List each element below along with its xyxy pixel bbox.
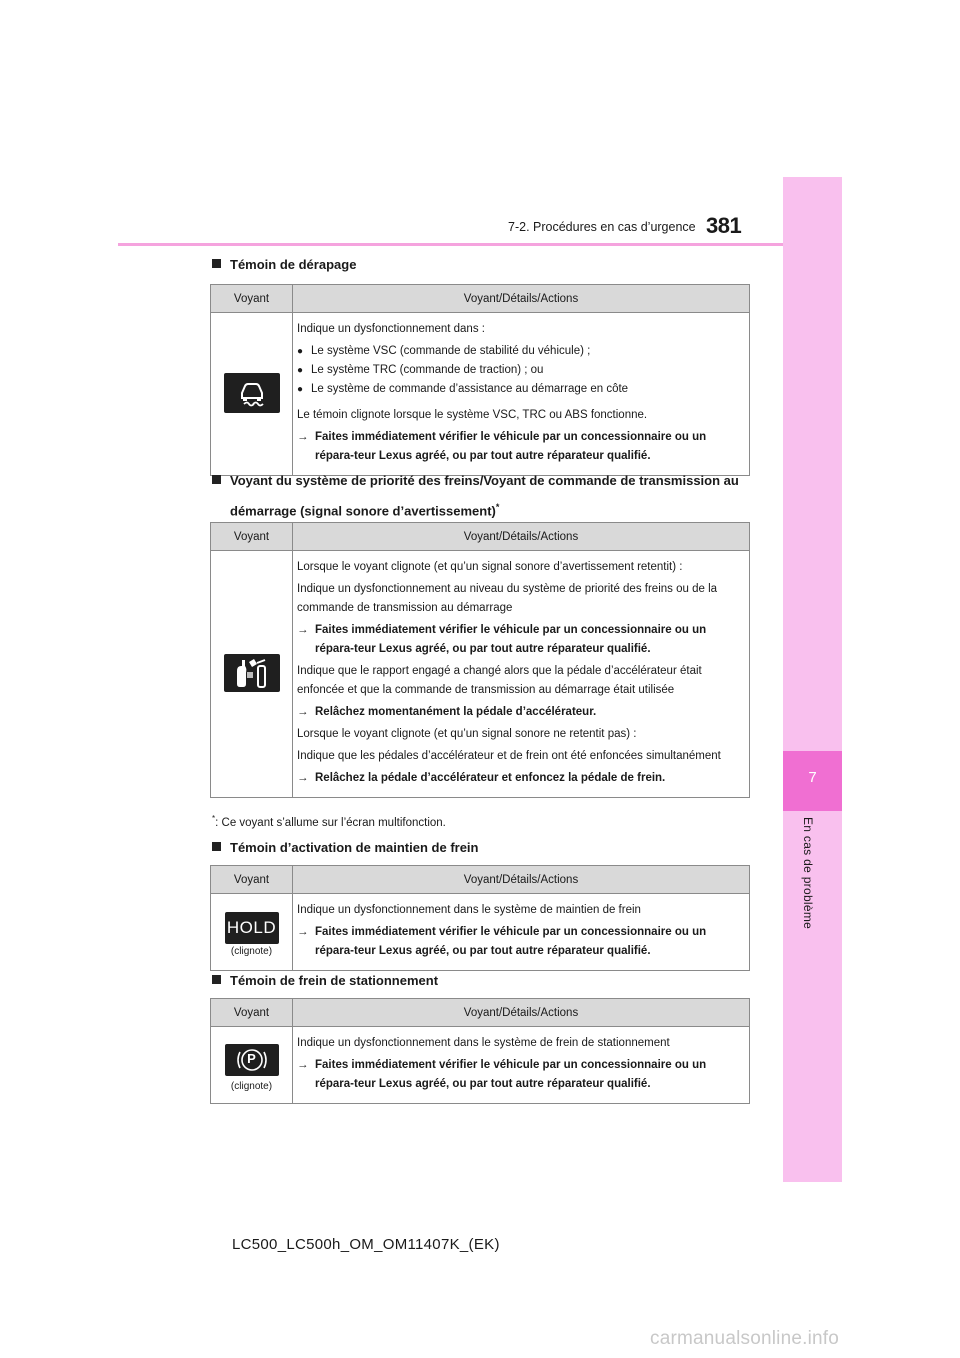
- indicator-details: [293, 551, 750, 798]
- table-header-row: [211, 999, 750, 1027]
- indicator-table-brake-override: [210, 522, 750, 798]
- column-header-indicator: Voyant: [211, 523, 293, 551]
- brake-override-warning-icon: [224, 654, 280, 692]
- detail-text: Indique un dysfonctionnement dans :: [297, 323, 485, 335]
- column-header-indicator: Voyant: [211, 285, 293, 313]
- chapter-number: 7: [808, 769, 817, 786]
- section-title: 7-2. Procédures en cas d’urgence: [508, 220, 696, 234]
- table-row: [211, 894, 750, 971]
- section-heading-brake-hold: [212, 836, 479, 859]
- indicator-icon-cell: [211, 894, 293, 971]
- column-header-details: Voyant/Détails/Actions: [293, 285, 750, 313]
- indicator-table-skid: [210, 284, 750, 476]
- indicator-icon-cell: [211, 551, 293, 798]
- detail-text: Indique un dysfonctionnement dans le système de frein de stationnement: [297, 1037, 670, 1049]
- indicator-table-parking-brake: [210, 998, 750, 1104]
- header-divider: [118, 243, 784, 246]
- detail-action: → Faites immédiatement vérifier le véhicule par un concessionnaire ou un répara-teur Lexus agréé, ou par tout autre réparateur qualifié.: [297, 428, 745, 466]
- indicator-details: [293, 1027, 750, 1104]
- parking-brake-icon: [225, 1044, 279, 1076]
- indicator-details: [293, 894, 750, 971]
- brake-hold-icon-label: HOLD: [226, 917, 277, 937]
- detail-action: → Faites immédiatement vérifier le véhicule par un concessionnaire ou un répara-teur Lexus agréé, ou par tout autre réparateur qualifié.: [297, 923, 745, 961]
- icon-caption: (clignote): [230, 945, 273, 957]
- detail-action: → Relâchez momentanément la pédale d’accélérateur.: [297, 703, 745, 722]
- indicator-details: [293, 313, 750, 476]
- footnote-marker: *: [212, 814, 216, 823]
- column-header-details: Voyant/Détails/Actions: [293, 999, 750, 1027]
- detail-bullet: ● Le système TRC (commande de traction) ; ou: [297, 361, 745, 380]
- detail-bullet: ● Le système VSC (commande de stabilité du véhicule) ;: [297, 342, 745, 361]
- detail-action: → Faites immédiatement vérifier le véhicule par un concessionnaire ou un répara-teur Lexus agréé, ou par tout autre réparateur qualifié.: [297, 621, 745, 659]
- indicator-icon-cell: [211, 1027, 293, 1104]
- heading-text: Témoin de dérapage: [230, 257, 357, 272]
- brake-hold-icon: [225, 912, 279, 944]
- heading-text-line2: démarrage (signal sonore d’avertissement): [230, 503, 496, 519]
- table-header-row: [211, 285, 750, 313]
- column-header-details: Voyant/Détails/Actions: [293, 866, 750, 894]
- footnote-text: : Ce voyant s’allume sur l’écran multifonction.: [215, 816, 446, 829]
- indicator-icon-cell: [211, 313, 293, 476]
- footnote: [212, 814, 446, 829]
- watermark: carmanualsonline.info: [650, 1328, 840, 1349]
- column-header-details: Voyant/Détails/Actions: [293, 523, 750, 551]
- square-bullet-icon: [212, 975, 221, 984]
- section-heading-skid: [212, 253, 356, 276]
- chapter-name-label: En cas de problème: [801, 817, 815, 930]
- indicator-table-brake-hold: [210, 865, 750, 971]
- detail-text: Le témoin clignote lorsque le système VSC, TRC ou ABS fonctionne.: [297, 409, 648, 421]
- skid-indicator-icon: [224, 373, 280, 413]
- detail-text: Indique un dysfonctionnement au niveau du système de priorité des freins ou de la commande de transmission au démarrage: [297, 583, 718, 614]
- section-heading-brake-override: [212, 469, 739, 522]
- detail-action: → Faites immédiatement vérifier le véhicule par un concessionnaire ou un répara-teur Lexus agréé, ou par tout autre réparateur qualifié.: [297, 1056, 745, 1094]
- section-heading-parking-brake: [212, 969, 438, 992]
- table-row: [211, 313, 750, 476]
- chapter-side-tab: [783, 177, 842, 1182]
- column-header-indicator: Voyant: [211, 999, 293, 1027]
- heading-text: Voyant du système de priorité des freins/Voyant de commande de transmission au: [230, 473, 739, 488]
- detail-action: → Relâchez la pédale d’accélérateur et enfoncez la pédale de frein.: [297, 769, 745, 788]
- square-bullet-icon: [212, 475, 221, 484]
- table-row: [211, 551, 750, 798]
- table-row: [211, 1027, 750, 1104]
- square-bullet-icon: [212, 259, 221, 268]
- square-bullet-icon: [212, 842, 221, 851]
- detail-text: Indique un dysfonctionnement dans le système de maintien de frein: [297, 904, 641, 916]
- page-number: 381: [706, 213, 742, 238]
- footnote-marker: *: [495, 502, 500, 512]
- heading-text: Témoin d’activation de maintien de frein: [230, 840, 479, 855]
- heading-text: Témoin de frein de stationnement: [230, 973, 439, 988]
- chapter-name: [783, 817, 842, 1057]
- table-header-row: [211, 866, 750, 894]
- detail-bullet: ● Le système de commande d’assistance au démarrage en côte: [297, 380, 745, 399]
- detail-text: Lorsque le voyant clignote (et qu’un signal sonore ne retentit pas) :: [297, 728, 637, 740]
- table-header-row: [211, 523, 750, 551]
- document-id: LC500_LC500h_OM_OM11407K_(EK): [232, 1236, 500, 1253]
- detail-text: Indique que le rapport engagé a changé alors que la pédale d’accélérateur était enfoncée et que la commande de transmission au démarrage était utilisée: [297, 665, 702, 696]
- detail-text: Lorsque le voyant clignote (et qu’un signal sonore d’avertissement retentit) :: [297, 561, 683, 573]
- parking-brake-icon-label: P: [247, 1051, 256, 1066]
- detail-text: Indique que les pédales d’accélérateur et de frein ont été enfoncées simultanément: [297, 750, 721, 762]
- icon-caption: (clignote): [230, 1081, 273, 1092]
- column-header-indicator: Voyant: [211, 866, 293, 894]
